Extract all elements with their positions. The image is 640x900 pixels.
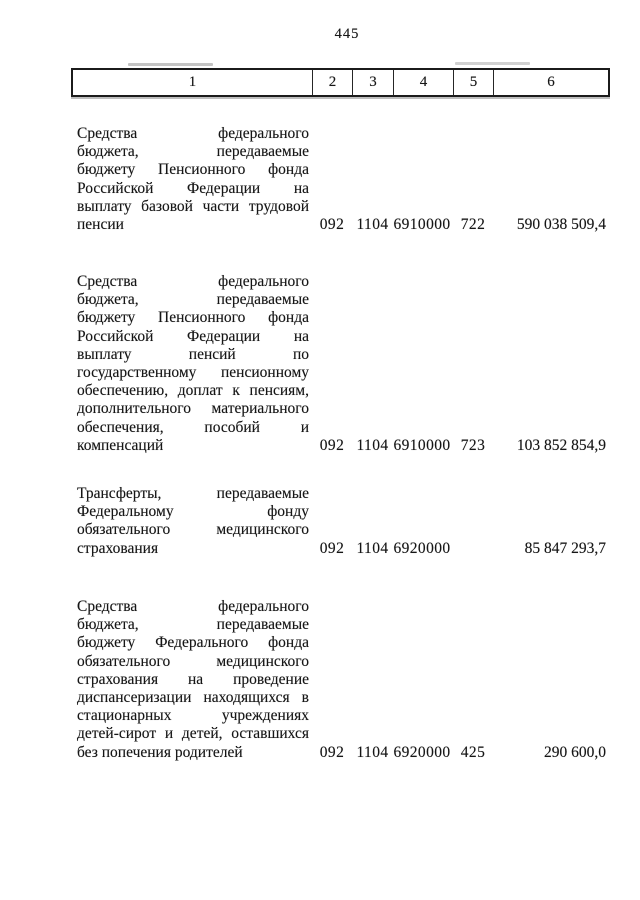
scan-artifact <box>455 62 530 65</box>
code-col3: 1104 <box>356 743 389 761</box>
description-line: компенсаций <box>77 436 164 454</box>
description-line: Трансферты, передаваемые <box>77 485 309 502</box>
row-codes <box>0 744 640 762</box>
description-line: государственному пенсионному <box>77 364 309 382</box>
description-line: детей-сирот и детей, оставшихся <box>77 725 309 743</box>
description-line: Средства федерального <box>77 125 309 142</box>
code-col5: 425 <box>460 743 486 761</box>
description-line: обеспечению, доплат к пенсиям, <box>77 382 309 400</box>
code-col4: 6920000 <box>393 743 451 761</box>
description-line: страхования <box>77 539 159 557</box>
header-col-3: 3 <box>352 70 393 95</box>
code-col2: 092 <box>319 743 345 761</box>
header-col-4: 4 <box>393 70 453 95</box>
scan-artifact <box>128 63 213 66</box>
code-col5: 722 <box>460 216 486 233</box>
code-col4: 6920000 <box>393 539 451 557</box>
table-row <box>0 273 640 455</box>
description-line: бюджету Пенсионного фонда <box>77 161 309 179</box>
description-line: бюджету Федерального фонда <box>77 634 309 652</box>
row-description <box>77 273 309 455</box>
description-line: диспансеризации находящихся в <box>77 689 309 707</box>
description-line: обязательного медицинского <box>77 521 309 539</box>
amount-value: 103 852 854,9 <box>516 436 606 454</box>
description-line: Российской Федерации на <box>77 327 309 345</box>
code-col3: 1104 <box>356 436 389 454</box>
description-line: бюджету Пенсионного фонда <box>77 309 309 327</box>
code-col2: 092 <box>319 539 345 557</box>
code-col4: 6910000 <box>393 436 451 454</box>
description-line: бюджета, передаваемые <box>77 291 309 309</box>
description-line: Федеральному фонду <box>77 503 309 521</box>
description-line: страхования на проведение <box>77 670 309 688</box>
page-number: 445 <box>334 26 360 42</box>
code-col2: 092 <box>319 436 345 454</box>
description-line: выплату базовой части трудовой <box>77 197 309 215</box>
description-line: дополнительного материального <box>77 400 309 418</box>
code-col4: 6910000 <box>393 216 451 233</box>
amount-value: 85 847 293,7 <box>524 539 606 557</box>
code-col3: 1104 <box>356 216 389 233</box>
row-description <box>77 598 309 762</box>
description-line: выплату пенсий по <box>77 345 309 363</box>
description-line: обязательного медицинского <box>77 652 309 670</box>
row-codes <box>0 437 640 455</box>
description-line: без попечения родителей <box>77 743 243 761</box>
header-col-6: 6 <box>493 70 608 95</box>
table-row <box>0 125 640 234</box>
description-line: бюджета, передаваемые <box>77 616 309 634</box>
table-row <box>0 485 640 558</box>
code-col5: 723 <box>460 436 486 454</box>
amount-value: 290 600,0 <box>544 743 606 761</box>
row-codes <box>0 540 640 558</box>
header-col-1: 1 <box>188 74 197 90</box>
description-line: бюджета, передаваемые <box>77 143 309 161</box>
header-col-2: 2 <box>312 70 352 95</box>
row-codes <box>0 216 640 234</box>
description-line: пенсии <box>77 216 124 234</box>
code-col3: 1104 <box>356 539 389 557</box>
description-line: обеспечения, пособий и <box>77 418 309 436</box>
description-line: Российской Федерации на <box>77 179 309 197</box>
description-line: Средства федерального <box>77 598 309 615</box>
header-col-5: 5 <box>453 70 493 95</box>
table-row <box>0 598 640 762</box>
amount-value: 590 038 509,4 <box>516 216 606 233</box>
column-number-header <box>71 68 610 97</box>
code-col2: 092 <box>319 216 345 233</box>
description-line: стационарных учреждениях <box>77 707 309 725</box>
description-line: Средства федерального <box>77 273 309 290</box>
